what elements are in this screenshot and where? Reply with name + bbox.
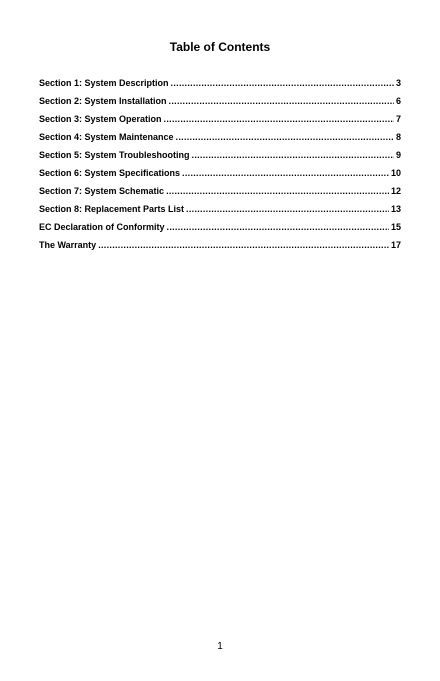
toc-entry-section-5[interactable]	[39, 146, 401, 164]
toc-entry-section-3[interactable]	[39, 110, 401, 128]
toc-entry-label: Section 6: System Specifications	[39, 168, 181, 178]
toc-entry-page: 10	[390, 168, 401, 178]
toc-entry-label: EC Declaration of Conformity	[39, 222, 165, 232]
toc-entry-page: 8	[395, 132, 401, 142]
toc-entry-page: 9	[395, 150, 401, 160]
dot-leader	[192, 146, 394, 164]
toc-entry-label: The Warranty	[39, 240, 97, 250]
toc-entry-page: 17	[390, 240, 401, 250]
toc-entry-ec-declaration[interactable]	[39, 218, 401, 236]
page-title: Table of Contents	[169, 40, 271, 54]
toc-entry-warranty[interactable]	[39, 236, 401, 254]
table-of-contents	[39, 74, 401, 254]
dot-leader	[171, 74, 394, 92]
dot-leader	[176, 128, 394, 146]
toc-entry-section-1[interactable]	[39, 74, 401, 92]
toc-entry-page: 6	[395, 96, 401, 106]
toc-entry-page: 3	[395, 78, 401, 88]
toc-entry-label: Section 5: System Troubleshooting	[39, 150, 190, 160]
toc-entry-section-4[interactable]	[39, 128, 401, 146]
toc-entry-page: 15	[390, 222, 401, 232]
toc-entry-section-6[interactable]	[39, 164, 401, 182]
toc-entry-section-2[interactable]	[39, 92, 401, 110]
toc-entry-label: Section 7: System Schematic	[39, 186, 165, 196]
page-number: 1	[217, 641, 223, 652]
dot-leader	[166, 182, 389, 200]
dot-leader	[164, 110, 394, 128]
dot-leader	[169, 92, 394, 110]
dot-leader	[98, 236, 389, 254]
toc-entry-section-8[interactable]	[39, 200, 401, 218]
toc-entry-page: 13	[390, 204, 401, 214]
toc-entry-label: Section 8: Replacement Parts List	[39, 204, 185, 214]
dot-leader	[186, 200, 389, 218]
toc-entry-label: Section 1: System Description	[39, 78, 169, 88]
toc-entry-label: Section 2: System Installation	[39, 96, 167, 106]
dot-leader	[182, 164, 389, 182]
toc-entry-section-7[interactable]	[39, 182, 401, 200]
toc-entry-page: 7	[395, 114, 401, 124]
toc-entry-label: Section 3: System Operation	[39, 114, 162, 124]
toc-entry-label: Section 4: System Maintenance	[39, 132, 174, 142]
toc-entry-page: 12	[390, 186, 401, 196]
dot-leader	[167, 218, 389, 236]
